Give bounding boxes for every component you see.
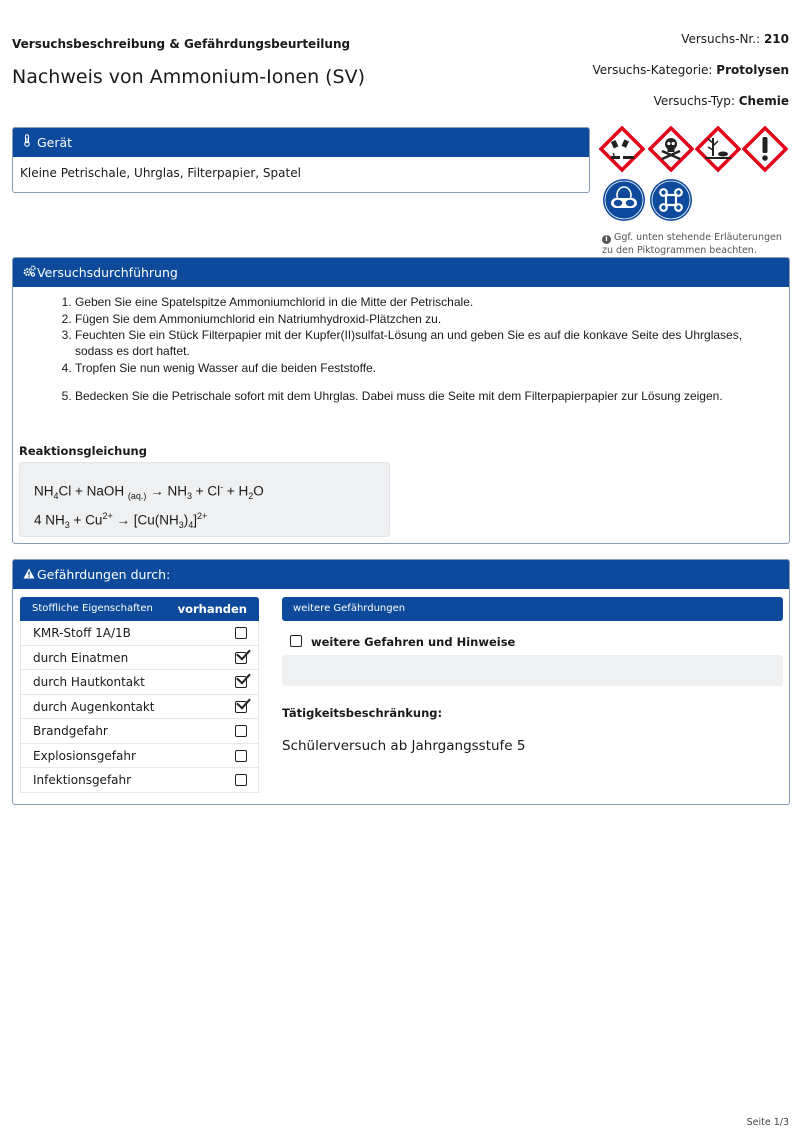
weitere-gefahren-label: weitere Gefahren und Hinweise [311, 635, 516, 649]
info-icon: i [602, 235, 611, 244]
table-header-vorhanden: vorhanden [177, 602, 247, 616]
gears-icon [23, 259, 37, 288]
geraet-text: Kleine Petrischale, Uhrglas, Filterpapier, Spatel [20, 166, 301, 180]
reaktionsgleichung-label: Reaktionsgleichung [19, 444, 147, 458]
table-header [20, 597, 259, 621]
gefaehrdungen-title: Gefährdungen durch: [37, 567, 171, 582]
safety-goggles-icon [602, 178, 646, 222]
gefaehrdungen-header [13, 560, 789, 589]
versuchs-kategorie [592, 63, 789, 77]
page-number: Seite 1/3 [746, 1117, 789, 1128]
geraet-title: Gerät [37, 135, 73, 150]
taetigkeitsbeschraenkung-value: Schülerversuch ab Jahrgangsstufe 5 [282, 738, 526, 754]
command-symbol-icon [649, 178, 693, 222]
list-item: 2. Fügen Sie dem Ammoniumchlorid ein Natriumhydroxid-Plätzchen zu. [75, 311, 779, 327]
durchfuehrung-panel [12, 257, 790, 544]
table-header-label: Stoffliche Eigenschaften [32, 603, 153, 614]
stoffliche-eigenschaften-table [20, 597, 259, 793]
versuchs-typ-value: Chemie [738, 94, 789, 108]
steps-list [13, 287, 789, 404]
table-row-label: Explosionsgefahr [33, 748, 136, 763]
list-item: 4. Tropfen Sie nun wenig Wasser auf die beiden Feststoffe. [75, 360, 779, 376]
exclamation-icon [742, 126, 788, 172]
toxic-skull-icon [648, 126, 694, 172]
table-row-checkbox[interactable] [235, 652, 247, 664]
table-row-checkbox[interactable] [235, 774, 247, 786]
table-row-checkbox[interactable] [235, 627, 247, 639]
table-row [20, 646, 259, 671]
table-row-label: durch Augenkontakt [33, 699, 155, 714]
versuchs-kategorie-label: Versuchs-Kategorie: [592, 63, 713, 77]
table-row-label: KMR-Stoff 1A/1B [33, 626, 131, 640]
table-row [20, 621, 259, 646]
table-row-label: durch Einatmen [33, 650, 129, 665]
table-row-label: durch Hautkontakt [33, 675, 145, 689]
equation-1: $NH_4Cl$ + NaOH $_{(aq.)} \to NH_3 + Cl^- + H_2O$ [34, 482, 264, 502]
table-row [20, 744, 259, 769]
table-row-checkbox[interactable] [235, 750, 247, 762]
durchfuehrung-header [13, 258, 789, 287]
table-row [20, 670, 259, 695]
geraet-panel [12, 127, 590, 193]
equation-2: 4 $NH_3 + Cu^{2+} \to [Cu(NH_3)_4]^{2+}$ [34, 511, 208, 531]
warning-triangle-icon [23, 561, 37, 590]
pictogram-note [602, 231, 788, 257]
page-title: Nachweis von Ammonium-Ionen (SV) [12, 66, 366, 88]
weitere-gefaehrdungen-header: weitere Gefährdungen [282, 597, 783, 621]
table-row [20, 768, 259, 793]
weitere-gefahren-box [282, 655, 783, 686]
versuchs-nr [681, 32, 789, 46]
list-item: 1. Geben Sie eine Spatelspitze Ammoniumchlorid in die Mitte der Petrischale. [75, 294, 779, 310]
pictogram-note-text: Ggf. unten stehende Erläuterungen zu den Piktogrammen beachten. [602, 232, 782, 256]
table-row-label: Brandgefahr [33, 724, 108, 738]
durchfuehrung-title: Versuchsdurchführung [37, 265, 178, 280]
versuchs-typ [654, 94, 789, 108]
taetigkeitsbeschraenkung-label: Tätigkeitsbeschränkung: [282, 706, 443, 720]
thermometer-icon [23, 129, 37, 158]
geraet-header [13, 128, 589, 157]
versuchs-typ-label: Versuchs-Typ: [653, 94, 735, 108]
document-subtitle: Versuchsbeschreibung & Gefährdungsbeurteilung [12, 37, 351, 51]
table-row-checkbox[interactable] [235, 701, 247, 713]
weitere-gefahren-item [290, 635, 515, 649]
table-row [20, 719, 259, 744]
table-row-label: Infektionsgefahr [33, 773, 132, 787]
table-row-checkbox[interactable] [235, 725, 247, 737]
table-row-checkbox[interactable] [235, 676, 247, 688]
table-row [20, 695, 259, 720]
versuchs-nr-label: Versuchs-Nr.: [681, 32, 761, 46]
list-item: 3. Feuchten Sie ein Stück Filterpapier mit der Kupfer(II)sulfat-Lösung an und geben Sie es auf die konkave Seite des Uhrglases, sodass es dort haftet. [75, 327, 779, 359]
versuchs-kategorie-value: Protolysen [716, 63, 789, 77]
list-item: 5. Bedecken Sie die Petrischale sofort mit dem Uhrglas. Dabei muss die Seite mit dem Filterpapierpapier zur Lösung zeigen. [75, 388, 779, 404]
gefaehrdungen-panel [12, 559, 790, 805]
versuchs-nr-value: 210 [763, 32, 789, 46]
weitere-gefahren-checkbox[interactable] [290, 635, 302, 647]
corrosive-icon [599, 126, 645, 172]
environment-hazard-icon [695, 126, 741, 172]
reaktionsgleichung-box [19, 462, 390, 537]
